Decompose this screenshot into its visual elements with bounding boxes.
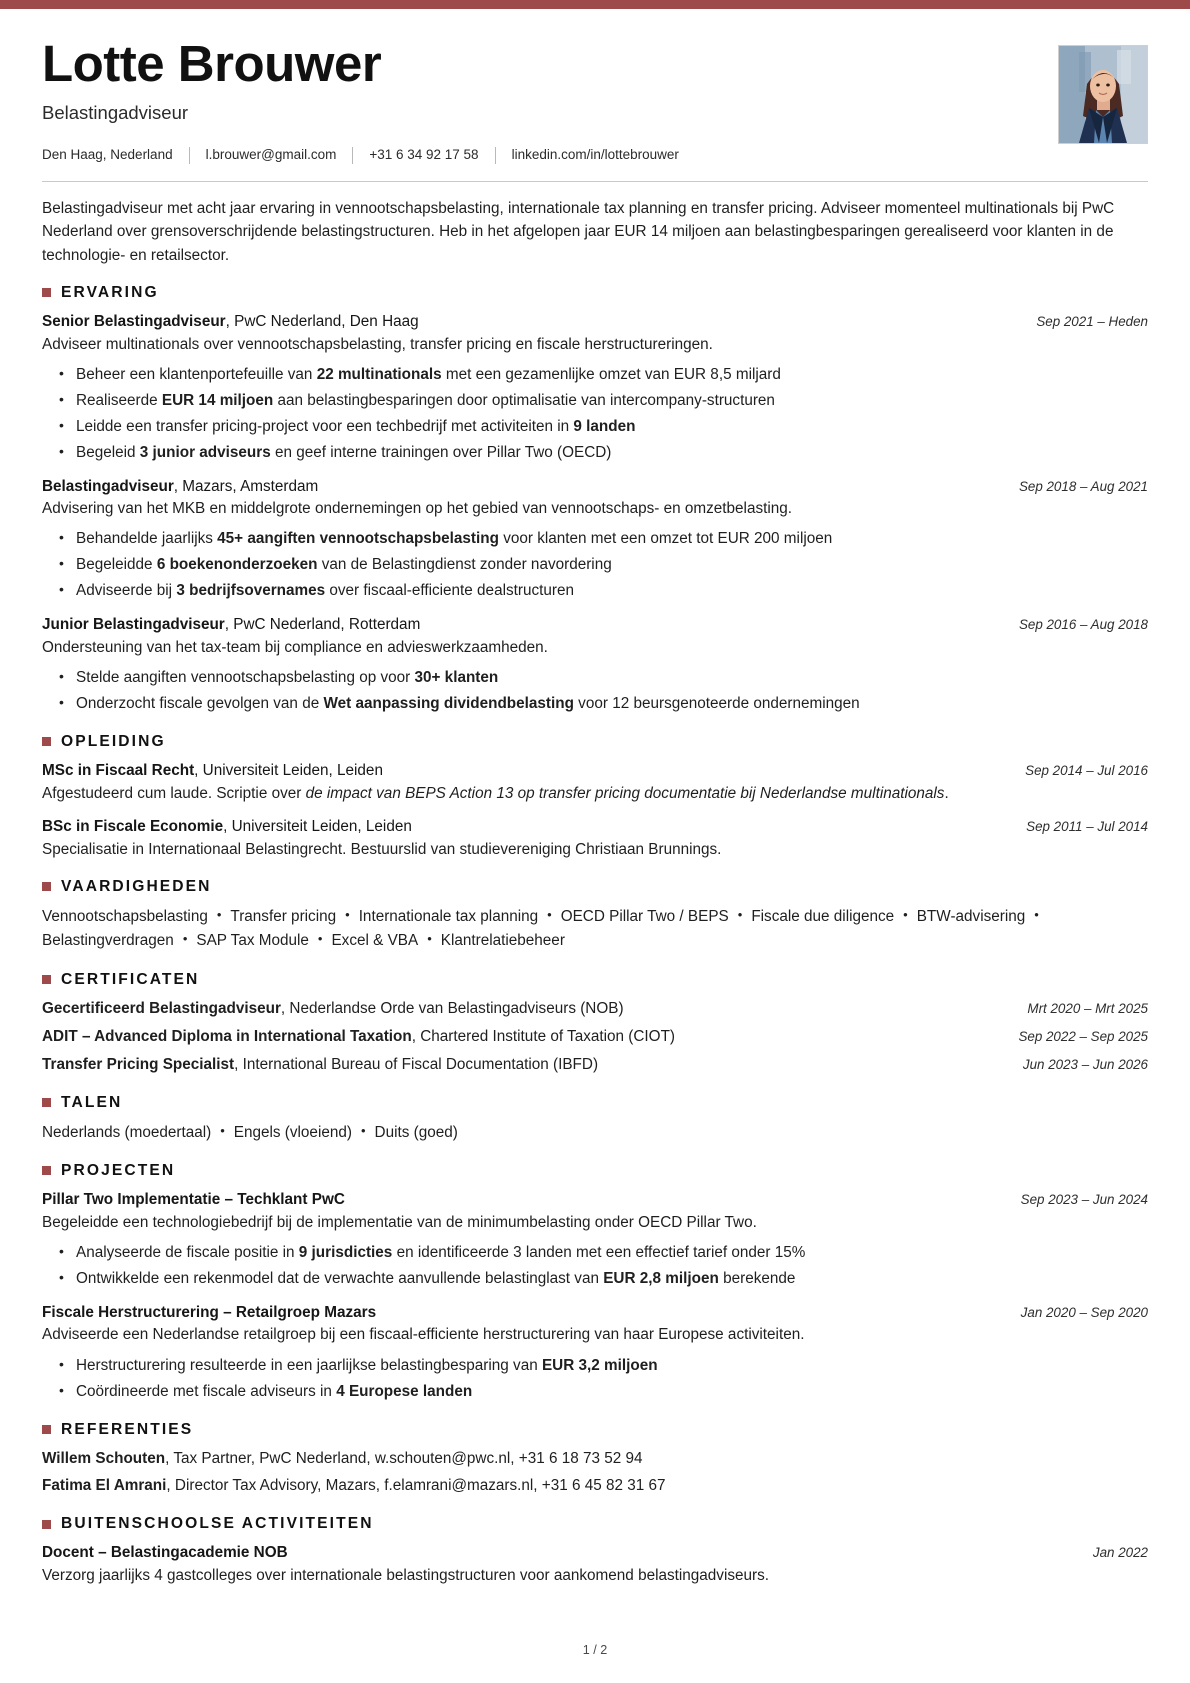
bullet-text-post: met een gezamenlijke omzet van EUR 8,5 miljard [441,365,781,383]
separator-dot-icon: • [360,1122,366,1138]
section-marker-icon [42,975,51,984]
language-item: Nederlands (moedertaal) [42,1123,212,1141]
entry-header [42,760,1148,782]
separator-dot-icon: • [903,906,908,922]
entry-summary: Verzorg jaarlijks 4 gastcolleges over internationale belastingstructuren voor aankomend belastingadviseurs. [42,1567,770,1585]
contact-divider [495,147,496,164]
section-header-projects [42,1162,1148,1180]
section-marker-icon [42,1098,51,1107]
bullet-text-post: voor 12 beursgenoteerde ondernemingen [573,695,860,713]
bullet-text-bold: 4 Europese landen [336,1382,473,1400]
reference-text [42,1448,1148,1471]
section-marker-icon [42,1425,51,1434]
section-title-references: REFERENTIES [61,1420,194,1438]
certificate-date: Sep 2022 – Sep 2025 [1018,1028,1148,1044]
entry-summary [42,783,1148,805]
job-company: , PwC Nederland, Rotterdam [224,616,421,634]
list-item [76,1242,1148,1265]
bullet-text-bold: 45+ aangiften vennootschapsbelasting [217,530,499,548]
separator-dot-icon: • [220,1122,225,1138]
entry-header [42,816,1148,838]
bullet-text-post: berekende [718,1269,796,1287]
contact-divider [189,147,190,164]
section-languages [42,1094,1148,1145]
bullet-text-bold: 30+ klanten [414,669,499,687]
section-marker-icon [42,1520,51,1529]
degree-name: MSc in Fiscaal Recht [42,761,195,779]
entry-bullet-list [42,1355,1148,1404]
bullet-text-pre: Coördineerde met fiscale adviseurs in [76,1382,337,1400]
certificate-text [42,998,1009,1021]
separator-dot-icon: • [345,906,350,922]
bullet-text-bold: 9 landen [573,417,636,435]
entry-summary: Ondersteuning van het tax-team bij compliance en advieswerkzaamheden. [42,638,548,656]
list-item [76,1355,1148,1378]
portrait-photo-icon [1059,46,1147,143]
bullet-text-bold: EUR 3,2 miljoen [541,1356,658,1374]
activity-name: Docent – Belastingacademie NOB [42,1544,288,1562]
bullet-text-post: voor klanten met een omzet tot EUR 200 miljoen [498,530,833,548]
entry-date: Jan 2020 – Sep 2020 [1020,1304,1148,1320]
job-role: Belastingadviseur [42,477,174,495]
reference-name: Willem Schouten [42,1449,166,1467]
section-references [42,1421,1148,1499]
separator-dot-icon: • [216,906,222,922]
bullet-text-pre: Begeleid [76,443,140,461]
section-title-experience: ERVARING [61,283,159,301]
skill-item: Belastingverdragen [42,932,174,950]
section-marker-icon [42,737,51,746]
entry-title [42,760,1007,782]
bullet-text-bold: 22 multinationals [316,365,442,383]
bullet-text-post: en identificeerde 3 landen met een effectief tarief onder 15% [392,1243,806,1261]
certificate-issuer: , Nederlandse Orde van Belastingadviseurs (NOB) [280,999,624,1017]
list-item [76,364,1148,387]
entry-title [42,816,1008,838]
page-title: Lotte Brouwer [42,35,382,92]
list-item [76,1268,1148,1291]
section-title-education: OPLEIDING [61,732,166,750]
reference-row [42,1448,1148,1471]
certificate-date: Mrt 2020 – Mrt 2025 [1027,1000,1148,1016]
certificate-name: Transfer Pricing Specialist [42,1055,235,1073]
bullet-text-pre: Stelde aangiften vennootschapsbelasting op voor [76,669,415,687]
section-education [42,733,1148,861]
entry-summary: Advisering van het MKB en middelgrote ondernemingen op het gebied van vennootschaps- en omzetbelasting. [42,500,793,518]
project-name: Pillar Two Implementatie – Techklant PwC [42,1190,345,1208]
section-certificates [42,971,1148,1077]
bullet-text-bold: EUR 14 miljoen [161,391,274,409]
bullet-text-pre: Ontwikkelde een rekenmodel dat de verwachte aanvullende belastinglast van [76,1269,604,1287]
education-entry [42,760,1148,805]
entry-summary [42,839,1148,861]
reference-meta: , Tax Partner, PwC Nederland, w.schouten@pwc.nl, +31 6 18 73 52 94 [165,1449,643,1467]
entry-title [42,1542,1075,1564]
language-item: Duits (goed) [374,1123,458,1141]
entry-header [42,476,1148,498]
skill-item: SAP Tax Module [196,932,309,950]
certificate-name: Gecertificeerd Belastingadviseur [42,999,281,1017]
reference-text [42,1475,1148,1498]
skill-item: OECD Pillar Two / BEPS [560,907,729,925]
detail-text-pre: Specialisatie in Internationaal Belastingrecht. Bestuurslid van studievereniging Christiaan Brunnings. [42,840,722,858]
section-skills [42,878,1148,954]
bullet-text-pre: Analyseerde de fiscale positie in [76,1243,299,1261]
separator-dot-icon: • [737,906,743,922]
certificate-name: ADIT – Advanced Diploma in International Taxation [42,1027,412,1045]
separator-dot-icon: • [427,931,432,947]
entry-summary: Begeleidde een technologiebedrijf bij de implementatie van de minimumbelasting onder OECD Pillar Two. [42,1213,757,1231]
section-marker-icon [42,882,51,891]
bullet-text-pre: Beheer een klantenportefeuille van [76,365,317,383]
skills-list [42,905,1148,954]
section-header-skills [42,878,1148,896]
professional-headline: Belastingadviseur [42,102,189,124]
bullet-text-post: van de Belastingdienst zonder navordering [317,556,612,574]
header-divider [42,181,1148,182]
page-footer [0,1643,1190,1657]
bullet-text-pre: Adviseerde bij [76,582,177,600]
separator-dot-icon: • [317,931,323,947]
experience-entry [42,476,1148,604]
job-company: , PwC Nederland, Den Haag [225,312,419,330]
job-role: Senior Belastingadviseur [42,312,226,330]
extracurricular-entry [42,1542,1148,1587]
separator-dot-icon: • [547,906,552,922]
entry-bullet-list [42,667,1148,716]
section-title-certificates: CERTIFICATEN [61,970,200,988]
project-name: Fiscale Herstructurering – Retailgroep Mazars [42,1303,377,1321]
job-company: , Mazars, Amsterdam [173,477,319,495]
entry-title [42,1302,1003,1324]
entry-bullet-list [42,364,1148,465]
list-item [76,442,1148,465]
entry-summary: Adviseerde een Nederlandse retailgroep bij een fiscaal-efficiente herstructurering van haar Europese activiteiten. [42,1326,805,1344]
section-header-references [42,1421,1148,1439]
bullet-text-bold: 3 junior adviseurs [139,443,271,461]
certificate-date: Jun 2023 – Jun 2026 [1022,1056,1148,1072]
list-item [76,693,1148,716]
section-header-education [42,733,1148,751]
contact-phone[interactable]: +31 6 34 92 17 58 [369,147,479,163]
reference-name: Fatima El Amrani [42,1477,167,1495]
certificate-row [42,1054,1148,1077]
list-item [76,528,1148,551]
certificate-row [42,1026,1148,1049]
entry-date: Sep 2023 – Jun 2024 [1020,1191,1148,1207]
certificate-issuer: , Chartered Institute of Taxation (CIOT) [411,1027,676,1045]
profile-summary: Belastingadviseur met acht jaar ervaring in vennootschapsbelasting, internationale tax planning en transfer pricing. Adviseer momenteel multinationals bij PwC Nederland over grensoverschrijdende belastingstructuren. Heb in het afgelopen jaar EUR 14 miljoen aan belastingbesparingen gerealiseerd voor klanten in de technologie- en retailsector. [42,200,1115,264]
bullet-text-post: aan belastingbesparingen door optimalisatie van intercompany-structuren [273,391,775,409]
certificate-issuer: , International Bureau of Fiscal Documentation (IBFD) [234,1055,599,1073]
detail-text-post: . [944,784,949,802]
entry-date: Sep 2014 – Jul 2016 [1025,762,1148,778]
experience-entry [42,311,1148,465]
bullet-text-pre: Begeleidde [76,556,157,574]
entry-title [42,614,1001,636]
project-entry [42,1302,1148,1404]
thesis-title: de impact van BEPS Action 13 op transfer pricing documentatie bij Nederlandse multinationals [305,784,945,802]
page-content [0,9,1190,1587]
skill-item: Fiscale due diligence [751,907,895,925]
list-item [76,580,1148,603]
entry-date: Sep 2018 – Aug 2021 [1018,478,1148,494]
bullet-text-bold: Wet aanpassing dividendbelasting [323,695,574,713]
skill-item: Klantrelatiebeheer [440,932,565,950]
contact-email[interactable]: l.brouwer@gmail.com [205,147,337,163]
section-experience [42,284,1148,716]
list-item [76,1381,1148,1404]
section-header-experience [42,284,1148,302]
section-title-extracurricular: BUITENSCHOOLSE ACTIVITEITEN [61,1515,374,1533]
separator-dot-icon: • [182,931,188,947]
separator-dot-icon: • [1034,906,1039,922]
bullet-text-bold: 9 jurisdicties [298,1243,393,1261]
school-name: , Universiteit Leiden, Leiden [223,817,412,835]
certificate-text [42,1054,1005,1077]
experience-entry [42,614,1148,716]
avatar [1058,45,1148,144]
section-projects [42,1162,1148,1404]
section-header-certificates [42,971,1148,989]
section-header-extracurricular [42,1515,1148,1533]
certificate-row [42,998,1148,1021]
job-role: Junior Belastingadviseur [42,616,225,634]
contact-row [42,146,1034,165]
bullet-text-pre: Herstructurering resulteerde in een jaarlijkse belastingbesparing van [76,1356,542,1374]
list-item [76,390,1148,413]
section-marker-icon [42,288,51,297]
bullet-text-pre: Behandelde jaarlijks [76,530,218,548]
reference-meta: , Director Tax Advisory, Mazars, f.elamrani@mazars.nl, +31 6 45 82 31 67 [166,1477,666,1495]
bullet-text-pre: Onderzocht fiscale gevolgen van de [76,695,324,713]
entry-header [42,1542,1148,1564]
language-item: Engels (vloeiend) [233,1123,352,1141]
education-entry [42,816,1148,861]
accent-top-bar [0,0,1190,9]
entry-title [42,1189,1003,1211]
certificate-text [42,1026,1000,1049]
entry-title [42,476,1001,498]
entry-bullet-list [42,528,1148,603]
skill-item: Internationale tax planning [358,907,539,925]
bullet-text-bold: 3 bedrijfsovernames [176,582,326,600]
page-indicator: 1 / 2 [582,1643,608,1657]
section-marker-icon [42,1166,51,1175]
contact-divider [352,147,353,164]
entry-date: Sep 2011 – Jul 2014 [1026,818,1148,834]
skill-item: Transfer pricing [230,907,337,925]
entry-header [42,311,1148,333]
entry-summary: Adviseer multinationals over vennootschapsbelasting, transfer pricing en fiscale herstructureringen. [42,335,713,353]
reference-row [42,1475,1148,1498]
entry-bullet-list [42,1242,1148,1291]
bullet-text-bold: 6 boekenonderzoeken [156,556,318,574]
section-title-skills: VAARDIGHEDEN [61,877,212,895]
section-header-languages [42,1094,1148,1112]
detail-text-pre: Afgestudeerd cum laude. Scriptie over [42,784,306,802]
list-item [76,416,1148,439]
entry-date: Sep 2021 – Heden [1036,313,1148,329]
entry-title [42,311,1018,333]
list-item [76,554,1148,577]
section-title-projects: PROJECTEN [61,1161,176,1179]
entry-header [42,1302,1148,1324]
resume-header [42,9,1148,165]
project-entry [42,1189,1148,1291]
bullet-text-pre: Leidde een transfer pricing-project voor een techbedrijf met activiteiten in [76,417,574,435]
entry-header [42,614,1148,636]
header-text-block [42,37,1034,165]
section-extracurricular [42,1515,1148,1587]
entry-date: Jan 2022 [1092,1545,1148,1561]
bullet-text-pre: Realiseerde [76,391,162,409]
contact-linkedin[interactable]: linkedin.com/in/lottebrouwer [511,147,679,163]
entry-date: Sep 2016 – Aug 2018 [1018,617,1148,633]
section-title-languages: TALEN [61,1093,123,1111]
list-item [76,667,1148,690]
languages-list [42,1121,1148,1145]
bullet-text-bold: EUR 2,8 miljoen [603,1269,719,1287]
skill-item: Excel & VBA [331,932,419,950]
skill-item: BTW-advisering [916,907,1026,925]
degree-name: BSc in Fiscale Economie [42,817,224,835]
bullet-text-post: en geef interne trainingen over Pillar Two (OECD) [270,443,612,461]
skill-item: Vennootschapsbelasting [42,907,208,925]
contact-location: Den Haag, Nederland [42,147,173,163]
school-name: , Universiteit Leiden, Leiden [194,761,383,779]
entry-header [42,1189,1148,1211]
bullet-text-post: over fiscaal-efficiente dealstructuren [325,582,574,600]
